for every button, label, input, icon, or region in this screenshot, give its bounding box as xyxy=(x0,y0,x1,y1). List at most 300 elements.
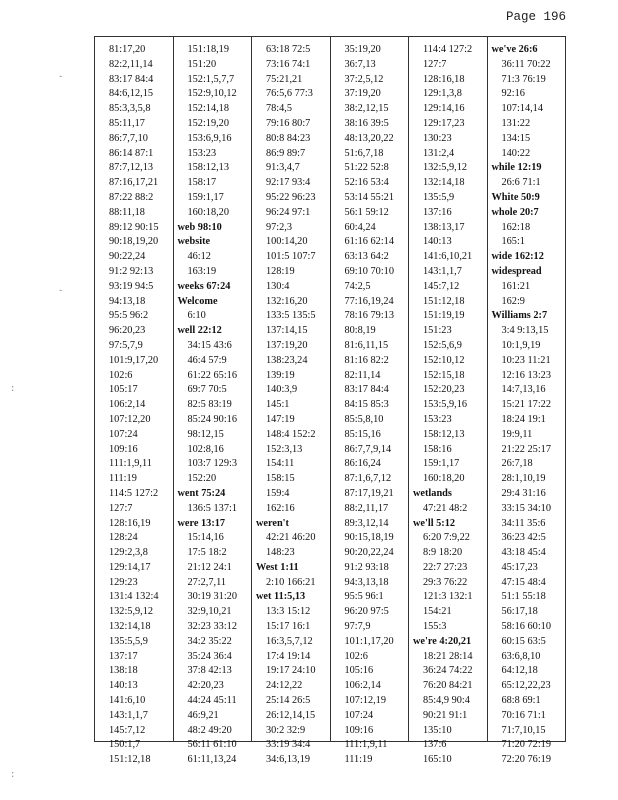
index-reference: 98:12,15 xyxy=(187,428,224,440)
index-reference: 34:2 35:22 xyxy=(187,635,232,647)
index-reference: 150:1,7 xyxy=(109,739,141,751)
index-reference: 129:1,3,8 xyxy=(423,88,462,100)
index-reference: 90:20,22,24 xyxy=(344,547,394,559)
index-reference: 140:13 xyxy=(109,680,138,692)
index-reference: 82:2,11,14 xyxy=(109,58,153,70)
index-reference: 79:16 80:7 xyxy=(266,117,311,129)
index-reference: 85:11,17 xyxy=(109,117,145,129)
index-reference: 109:16 xyxy=(344,724,374,736)
index-reference: 38:2,12,15 xyxy=(344,103,389,115)
index-reference: 137:17 xyxy=(109,650,138,662)
index-reference: 91:2 92:13 xyxy=(109,265,154,277)
index-reference: 47:21 48:2 xyxy=(423,502,468,514)
index-reference: 151:19,19 xyxy=(423,310,465,322)
index-reference: 87:7,12,13 xyxy=(109,162,154,174)
index-column-2 xyxy=(174,37,253,766)
index-reference: 129:23 xyxy=(109,576,138,588)
index-reference: 90:18,19,20 xyxy=(109,236,159,248)
index-reference: 128:16,19 xyxy=(109,517,151,529)
index-reference: 71:20 72:19 xyxy=(501,739,551,751)
index-reference: 94:3,13,18 xyxy=(344,576,389,588)
index-reference: 42:21 46:20 xyxy=(266,532,316,544)
index-reference: 91:3,4,7 xyxy=(266,162,300,174)
index-reference: 48:13,20,22 xyxy=(344,132,394,144)
index-reference: 138:13,17 xyxy=(423,221,465,233)
index-reference: 81:6,11,15 xyxy=(344,339,389,351)
index-reference: 135:5,9 xyxy=(423,191,455,203)
index-reference: 152:3,13 xyxy=(266,443,303,455)
index-reference: 87:1,6,7,12 xyxy=(344,473,392,485)
index-reference: 152:20 xyxy=(187,473,217,485)
index-reference: 35:19,20 xyxy=(344,44,381,55)
index-headword: widespread xyxy=(491,265,542,277)
index-reference: 129:14,16 xyxy=(423,103,465,115)
index-reference: 61:16 62:14 xyxy=(344,236,394,248)
index-reference: 162:18 xyxy=(501,221,531,233)
index-reference: 128:19 xyxy=(266,265,295,277)
index-reference: 152:15,18 xyxy=(423,369,465,381)
index-reference: 24:12,22 xyxy=(266,680,303,692)
index-reference: 114:5 127:2 xyxy=(109,487,159,499)
index-reference: 105:16 xyxy=(344,665,374,677)
index-reference: 71:7,10,15 xyxy=(501,724,546,736)
index-reference: 152:1,5,7,7 xyxy=(187,73,235,85)
index-reference: 101:5 107:7 xyxy=(266,251,316,263)
index-reference: 21:12 24:1 xyxy=(187,561,232,573)
index-reference: 138:18 xyxy=(109,665,138,677)
index-reference: 106:2,14 xyxy=(109,399,146,411)
index-reference: 81:16 82:2 xyxy=(344,354,389,366)
index-reference: 132:16,20 xyxy=(266,295,308,307)
index-reference: 21:22 25:17 xyxy=(501,443,551,455)
index-reference: 97:7,9 xyxy=(344,621,371,633)
index-reference: 131:4 132:4 xyxy=(109,591,159,603)
index-reference: 3:4 9:13,15 xyxy=(501,325,549,337)
word-index-table xyxy=(94,36,566,766)
index-reference: 60:15 63:5 xyxy=(501,635,546,647)
index-reference: 131:2,4 xyxy=(423,147,455,159)
index-reference: 101:9,17,20 xyxy=(109,354,159,366)
index-reference: 105:17 xyxy=(109,384,138,396)
index-reference: 107:24 xyxy=(109,428,138,440)
index-reference: 32:23 33:12 xyxy=(187,621,237,633)
index-reference: 15:14,16 xyxy=(187,532,224,544)
index-reference: 114:4 127:2 xyxy=(423,44,473,55)
margin-mark: - xyxy=(58,286,64,296)
index-reference: 16:3,5,7,12 xyxy=(266,635,313,647)
index-reference: 127:7 xyxy=(423,58,447,70)
index-reference: 85:5,8,10 xyxy=(344,413,384,425)
index-reference: 44:24 45:11 xyxy=(187,695,237,707)
index-reference: 152:20,23 xyxy=(423,384,465,396)
index-reference: 143:1,1,7 xyxy=(423,265,462,277)
index-reference: 159:1,17 xyxy=(423,458,460,470)
index-reference: 88:11,18 xyxy=(109,206,145,218)
index-reference: 153:5,9,16 xyxy=(423,399,468,411)
index-headword: we're 4:20,21 xyxy=(413,635,472,647)
index-reference: 154:21 xyxy=(423,606,452,618)
index-reference: 81:17,20 xyxy=(109,44,146,55)
index-reference: 47:15 48:4 xyxy=(501,576,546,588)
index-reference: 90:15,18,19 xyxy=(344,532,394,544)
index-reference: 137:6 xyxy=(423,739,447,751)
index-reference: 129:14,17 xyxy=(109,561,151,573)
index-reference: 34:15 43:6 xyxy=(187,339,232,351)
index-reference: 76:20 84:21 xyxy=(423,680,473,692)
index-reference: 86:7,7,10 xyxy=(109,132,148,144)
index-reference: 128:16,18 xyxy=(423,73,465,85)
index-reference: 84:6,12,15 xyxy=(109,88,154,100)
index-reference: 10:23 11:21 xyxy=(501,354,551,366)
index-reference: 109:16 xyxy=(109,443,138,455)
index-reference: 22:7 27:23 xyxy=(423,561,468,573)
index-reference: 14:7,13,16 xyxy=(501,384,546,396)
index-reference: 90:21 91:1 xyxy=(423,709,468,721)
index-reference: 101:1,17,20 xyxy=(344,635,394,647)
index-reference: 91:2 93:18 xyxy=(344,561,389,573)
index-headword: Williams 2:7 xyxy=(491,310,548,322)
index-reference: 61:11,13,24 xyxy=(187,754,237,766)
index-reference: 132:14,18 xyxy=(423,177,465,189)
index-reference: 12:16 13:23 xyxy=(501,369,551,381)
index-reference: 72:20 76:19 xyxy=(501,754,551,766)
index-reference: 141:6,10,21 xyxy=(423,251,473,263)
index-reference: 147:19 xyxy=(266,413,295,425)
index-reference: 102:6 xyxy=(109,369,133,381)
index-reference: 165:1 xyxy=(501,236,525,248)
index-reference: 29:4 31:16 xyxy=(501,487,546,499)
index-reference: 140:3,9 xyxy=(266,384,298,396)
index-reference: 121:3 132:1 xyxy=(423,591,473,603)
page-number: Page 196 xyxy=(505,10,566,24)
index-reference: 153:6,9,16 xyxy=(187,132,232,144)
index-reference: 63:13 64:2 xyxy=(344,251,389,263)
index-reference: 36:23 42:5 xyxy=(501,532,546,544)
index-reference: 107:12,20 xyxy=(109,413,151,425)
index-reference: 151:18,19 xyxy=(187,44,229,55)
index-reference: 58:16 60:10 xyxy=(501,621,551,633)
index-reference: 19:17 24:10 xyxy=(266,665,316,677)
index-reference: 36:11 70:22 xyxy=(501,58,551,70)
index-reference: 36:7,13 xyxy=(344,58,376,70)
index-reference: 141:6,10 xyxy=(109,695,146,707)
index-reference: 135:10 xyxy=(423,724,452,736)
index-reference: 46:4 57:9 xyxy=(187,354,227,366)
index-reference: 158:12,13 xyxy=(187,162,229,174)
index-reference: 153:23 xyxy=(187,147,217,159)
index-reference: 151:20 xyxy=(187,58,217,70)
index-reference: 137:14,15 xyxy=(266,325,308,337)
index-reference: 37:2,5,12 xyxy=(344,73,384,85)
index-reference: 96:20 97:5 xyxy=(344,606,389,618)
index-reference: 92:16 xyxy=(501,88,525,100)
index-reference: 152:10,12 xyxy=(423,354,465,366)
index-reference: 152:9,10,12 xyxy=(187,88,237,100)
index-reference: 97:5,7,9 xyxy=(109,339,143,351)
index-reference: 26:6 71:1 xyxy=(501,177,541,189)
margin-mark: - xyxy=(58,72,64,82)
index-reference: 137:19,20 xyxy=(266,339,308,351)
index-reference: 35:24 36:4 xyxy=(187,650,232,662)
index-reference: 151:12,18 xyxy=(109,754,151,766)
index-reference: 74:2,5 xyxy=(344,280,371,292)
index-headword: whole 20:7 xyxy=(491,206,539,218)
index-headword: web 98:10 xyxy=(177,221,222,233)
index-reference: 82:5 83:19 xyxy=(187,399,232,411)
index-reference: 132:5,9,12 xyxy=(109,606,154,618)
index-reference: 38:16 39:5 xyxy=(344,117,389,129)
index-reference: 95:5 96:2 xyxy=(109,310,149,322)
index-column-4 xyxy=(331,37,410,766)
index-reference: 154:11 xyxy=(266,458,295,470)
index-reference: 26:7,18 xyxy=(501,458,533,470)
index-reference: 13:3 15:12 xyxy=(266,606,311,618)
index-reference: 165:10 xyxy=(423,754,452,766)
index-reference: 139:19 xyxy=(266,369,295,381)
index-reference: 2:10 166:21 xyxy=(266,576,316,588)
index-reference: 30:19 31:20 xyxy=(187,591,237,603)
index-reference: 60:4,24 xyxy=(344,221,376,233)
index-reference: 85:4,9 90:4 xyxy=(423,695,470,707)
index-column-1 xyxy=(95,37,174,766)
index-headword: weeks 67:24 xyxy=(177,280,231,292)
index-reference: 73:16 74:1 xyxy=(266,58,311,70)
index-reference: 107:24 xyxy=(344,709,374,721)
index-reference: 162:16 xyxy=(266,502,295,514)
index-reference: 69:7 70:5 xyxy=(187,384,227,396)
index-reference: 46:12 xyxy=(187,251,211,263)
index-reference: 65:12,22,23 xyxy=(501,680,551,692)
index-reference: 29:3 76:22 xyxy=(423,576,468,588)
index-reference: 152:14,18 xyxy=(187,103,229,115)
index-reference: 34:11 35:6 xyxy=(501,517,546,529)
index-headword: while 12:19 xyxy=(491,162,542,174)
index-reference: 19:9,11 xyxy=(501,428,533,440)
index-reference: 42:20,23 xyxy=(187,680,224,692)
index-reference: 145:7,12 xyxy=(109,724,146,736)
index-reference: 158:17 xyxy=(187,177,217,189)
index-reference: 137:16 xyxy=(423,206,452,218)
index-reference: 63:6,8,10 xyxy=(501,650,541,662)
index-reference: 90:22,24 xyxy=(109,251,146,263)
index-reference: 17:4 19:14 xyxy=(266,650,311,662)
index-reference: 82:11,14 xyxy=(344,369,381,381)
index-reference: 133:5 135:5 xyxy=(266,310,316,322)
index-reference: 46:9,21 xyxy=(187,709,219,721)
index-reference: 100:14,20 xyxy=(266,236,308,248)
index-reference: 68:8 69:1 xyxy=(501,695,541,707)
index-reference: 32:9,10,21 xyxy=(187,606,232,618)
index-reference: 106:2,14 xyxy=(344,680,381,692)
index-reference: 152:5,6,9 xyxy=(423,339,462,351)
index-reference: 145:1 xyxy=(266,399,290,411)
index-reference: 70:16 71:1 xyxy=(501,709,546,721)
index-reference: 83:17 84:4 xyxy=(109,73,154,85)
index-reference: 17:5 18:2 xyxy=(187,547,227,559)
index-reference: 18:21 28:14 xyxy=(423,650,473,662)
index-headword: wide 162:12 xyxy=(491,251,544,263)
index-reference: 34:6,13,19 xyxy=(266,754,311,766)
index-headword: Welcome xyxy=(177,295,218,307)
index-reference: 103:7 129:3 xyxy=(187,458,237,470)
index-reference: 43:18 45:4 xyxy=(501,547,546,559)
index-reference: 86:16,24 xyxy=(344,458,381,470)
index-reference: 96:20,23 xyxy=(109,325,146,337)
index-reference: 107:14,14 xyxy=(501,103,543,115)
index-reference: 80:8,19 xyxy=(344,325,376,337)
index-reference: 160:18,20 xyxy=(423,473,465,485)
index-reference: 111:1,9,11 xyxy=(109,458,152,470)
index-reference: 151:23 xyxy=(423,325,452,337)
index-reference: 97:2,3 xyxy=(266,221,293,233)
index-reference: 107:12,19 xyxy=(344,695,386,707)
index-reference: 129:17,23 xyxy=(423,117,465,129)
index-reference: 71:3 76:19 xyxy=(501,73,546,85)
index-reference: 30:2 32:9 xyxy=(266,724,306,736)
index-reference: 75:21,21 xyxy=(266,73,303,85)
index-reference: 86:7,7,9,14 xyxy=(344,443,392,455)
index-reference: 138:23,24 xyxy=(266,354,308,366)
index-reference: 69:10 70:10 xyxy=(344,265,394,277)
index-reference: 160:18,20 xyxy=(187,206,229,218)
index-reference: 77:16,19,24 xyxy=(344,295,394,307)
index-reference: 84:15 85:3 xyxy=(344,399,389,411)
index-reference: 15:17 16:1 xyxy=(266,621,311,633)
index-reference: 56:1 59:12 xyxy=(344,206,389,218)
index-reference: 159:4 xyxy=(266,487,290,499)
index-reference: 51:6,7,18 xyxy=(344,147,384,159)
index-reference: 27:2,7,11 xyxy=(187,576,227,588)
index-reference: 158:15 xyxy=(266,473,295,485)
index-headword: were 13:17 xyxy=(177,517,226,529)
index-reference: 53:14 55:21 xyxy=(344,191,394,203)
index-headword: we've 26:6 xyxy=(491,44,538,55)
index-reference: 87:17,19,21 xyxy=(344,487,394,499)
index-reference: 143:1,1,7 xyxy=(109,709,148,721)
index-reference: 56:11 61:10 xyxy=(187,739,237,751)
index-reference: 45:17,23 xyxy=(501,561,538,573)
index-reference: 37:8 42:13 xyxy=(187,665,232,677)
index-reference: 158:16 xyxy=(423,443,452,455)
index-reference: 130:23 xyxy=(423,132,452,144)
index-reference: 102:6 xyxy=(344,650,368,662)
index-headword: went 75:24 xyxy=(177,487,226,499)
index-reference: 111:19 xyxy=(109,473,137,485)
index-reference: 80:8 84:23 xyxy=(266,132,311,144)
index-reference: 153:23 xyxy=(423,413,452,425)
index-reference: 130:4 xyxy=(266,280,290,292)
index-reference: 8:9 18:20 xyxy=(423,547,463,559)
index-reference: 26:12,14,15 xyxy=(266,709,316,721)
index-reference: 161:21 xyxy=(501,280,531,292)
index-reference: 85:3,3,5,8 xyxy=(109,103,151,115)
index-reference: 88:2,11,17 xyxy=(344,502,389,514)
index-reference: 111:19 xyxy=(344,754,373,766)
index-column-6 xyxy=(488,37,566,766)
index-reference: 33:15 34:10 xyxy=(501,502,551,514)
index-reference: 78:16 79:13 xyxy=(344,310,394,322)
index-reference: 63:18 72:5 xyxy=(266,44,311,55)
index-headword: White 50:9 xyxy=(491,191,540,203)
index-reference: 102:8,16 xyxy=(187,443,224,455)
index-reference: 145:7,12 xyxy=(423,280,460,292)
index-reference: 6:10 xyxy=(187,310,206,322)
index-reference: 76:5,6 77:3 xyxy=(266,88,313,100)
index-reference: 111:1,9,11 xyxy=(344,739,388,751)
index-headword: wet 11:5,13 xyxy=(256,591,306,603)
index-column-5 xyxy=(409,37,488,766)
index-reference: 89:12 90:15 xyxy=(109,221,159,233)
index-reference: 64:12,18 xyxy=(501,665,538,677)
index-reference: 140:22 xyxy=(501,147,531,159)
index-reference: 25:14 26:5 xyxy=(266,695,311,707)
index-reference: 28:1,10,19 xyxy=(501,473,546,485)
index-reference: 85:15,16 xyxy=(344,428,381,440)
index-reference: 94:13,18 xyxy=(109,295,146,307)
index-reference: 37:19,20 xyxy=(344,88,381,100)
index-headword: wetlands xyxy=(413,487,452,499)
index-reference: 86:14 87:1 xyxy=(109,147,154,159)
index-headword: website xyxy=(177,236,211,248)
index-reference: 86:9 89:7 xyxy=(266,147,306,159)
index-reference: 89:3,12,14 xyxy=(344,517,389,529)
index-reference: 152:19,20 xyxy=(187,117,229,129)
index-reference: 61:22 65:16 xyxy=(187,369,237,381)
index-reference: 148:23 xyxy=(266,547,295,559)
index-headword: West 1:11 xyxy=(256,561,299,573)
index-reference: 159:1,17 xyxy=(187,191,224,203)
index-reference: 83:17 84:4 xyxy=(344,384,389,396)
index-reference: 163:19 xyxy=(187,265,217,277)
index-reference: 148:4 152:2 xyxy=(266,428,316,440)
index-column-3 xyxy=(252,37,331,766)
index-reference: 95:22 96:23 xyxy=(266,191,316,203)
index-reference: 85:24 90:16 xyxy=(187,413,237,425)
index-reference: 18:24 19:1 xyxy=(501,413,546,425)
index-reference: 48:2 49:20 xyxy=(187,724,232,736)
index-reference: 151:12,18 xyxy=(423,295,465,307)
index-reference: 36:24 74:22 xyxy=(423,665,473,677)
index-reference: 132:14,18 xyxy=(109,621,151,633)
index-reference: 51:1 55:18 xyxy=(501,591,546,603)
index-reference: 92:17 93:4 xyxy=(266,177,311,189)
index-reference: 162:9 xyxy=(501,295,525,307)
index-reference: 95:5 96:1 xyxy=(344,591,384,603)
index-reference: 15:21 17:22 xyxy=(501,399,551,411)
index-reference: 87:16,17,21 xyxy=(109,177,159,189)
index-reference: 10:1,9,19 xyxy=(501,339,541,351)
index-reference: 87:22 88:2 xyxy=(109,191,154,203)
index-reference: 158:12,13 xyxy=(423,428,465,440)
index-reference: 140:13 xyxy=(423,236,452,248)
index-reference: 33:19 34:4 xyxy=(266,739,311,751)
index-reference: 56:17,18 xyxy=(501,606,538,618)
margin-mark: : xyxy=(10,770,16,780)
index-reference: 136:5 137:1 xyxy=(187,502,237,514)
index-reference: 128:24 xyxy=(109,532,138,544)
index-reference: 155:3 xyxy=(423,621,447,633)
index-reference: 131:22 xyxy=(501,117,531,129)
index-reference: 78:4,5 xyxy=(266,103,293,115)
index-reference: 135:5,5,9 xyxy=(109,635,148,647)
margin-mark: : xyxy=(10,384,16,394)
index-reference: 129:2,3,8 xyxy=(109,547,148,559)
index-headword: well 22:12 xyxy=(177,325,222,337)
index-reference: 132:5,9,12 xyxy=(423,162,468,174)
index-reference: 96:24 97:1 xyxy=(266,206,311,218)
index-reference: 6:20 7:9,22 xyxy=(423,532,470,544)
index-reference: 52:16 53:4 xyxy=(344,177,389,189)
